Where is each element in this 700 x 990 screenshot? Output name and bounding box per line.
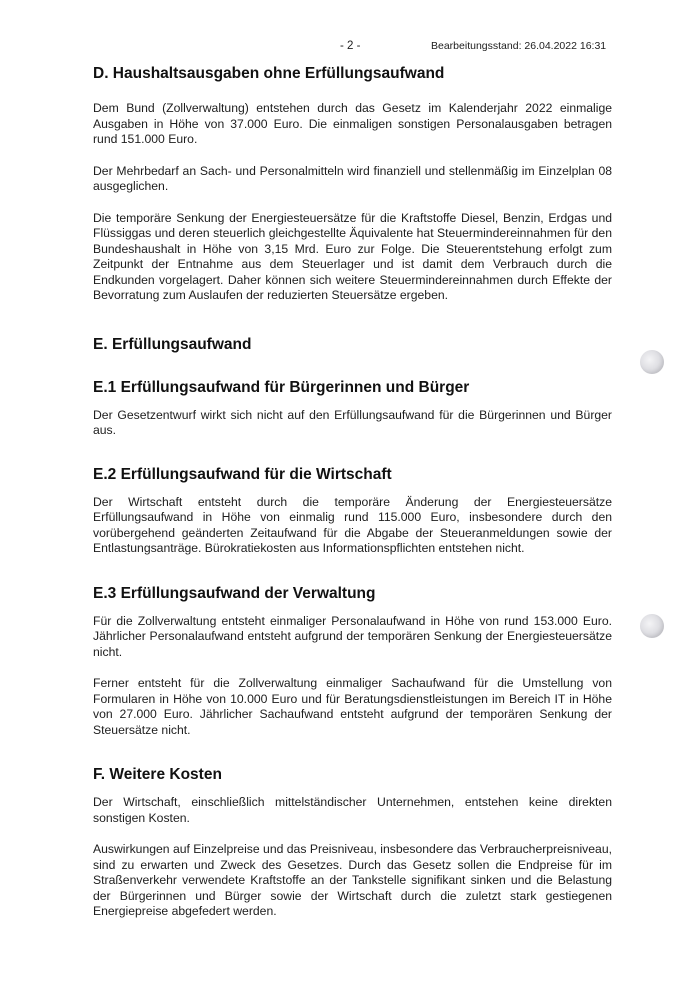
- section-heading: E. Erfüllungsaufwand: [93, 335, 252, 353]
- section-e3: [93, 584, 612, 739]
- page-header: [0, 40, 700, 56]
- edit-status: Bearbeitungsstand: 26.04.2022 16:31: [431, 40, 607, 52]
- paragraph: Auswirkungen auf Einzelpreise und das Preisniveau, insbesondere das Verbraucherpreisniveau, sind zu erwarten und Zweck des Gesetzes. Durch das Gesetz sollen die Endpreise für im Straßenverkehr verwendete Kraftstoffe an der Tankstelle signifikant sinken und die Belastung der Bürgerinnen und Bürger sowie der Wirtschaft durch die zuletzt stark gestiegenen Energiepreise abgefedert werden.: [93, 842, 612, 918]
- section-heading: E.2 Erfüllungsaufwand für die Wirtschaft: [93, 465, 392, 483]
- section-e: [93, 335, 612, 355]
- paragraph: Dem Bund (Zollverwaltung) entstehen durch das Gesetz im Kalenderjahr 2022 einmalige Ausgaben in Höhe von 37.000 Euro. Die einmaligen sonstigen Personalausgaben betragen rund 151.000 Euro.: [93, 101, 612, 146]
- punch-hole-top: [640, 350, 664, 374]
- page-number: - 2 -: [340, 40, 361, 52]
- paragraph: Der Wirtschaft, einschließlich mittelständischer Unternehmen, entstehen keine direkten sonstigen Kosten.: [93, 795, 612, 825]
- paragraph: Der Gesetzentwurf wirkt sich nicht auf den Erfüllungsaufwand für die Bürgerinnen und Bürger aus.: [93, 407, 612, 437]
- section-e1: [93, 378, 612, 439]
- punch-hole-bottom: [640, 614, 664, 638]
- section-heading: F. Weitere Kosten: [93, 766, 222, 783]
- section-heading: E.3 Erfüllungsaufwand der Verwaltung: [93, 584, 376, 602]
- paragraph: Die temporäre Senkung der Energiesteuersätze für die Kraftstoffe Diesel, Benzin, Erdgas und Flüssiggas und deren steuerlich gleichgestellte Äquivalente hat Steuermindereinnahmen für den Bundeshaushalt in Höhe von 3,15 Mrd. Euro zur Folge. Die Steuerentstehung erfolgt zum Zeitpunkt der Entnahme aus dem Steuerlager und ist damit dem Verbrauch durch die Endkunden vorgelagert. Daher können sich weitere Steuermindereinnahmen durch Effekte der Bevorratung zum Auslaufen der reduzierten Steuersätze ergeben.: [93, 210, 612, 302]
- paragraph: Der Mehrbedarf an Sach- und Personalmitteln wird finanziell und stellenmäßig im Einzelplan 08 ausgeglichen.: [93, 163, 612, 193]
- paragraph: Ferner entsteht für die Zollverwaltung einmaliger Sachaufwand für die Umstellung von Formularen in Höhe von 10.000 Euro und für Beratungsdienstleistungen im Bereich IT in Höhe von 27.000 Euro. Jährlicher Sachaufwand entsteht aufgrund der temporären Senkung der Steuersätze nicht.: [93, 676, 612, 737]
- section-e2: [93, 465, 612, 557]
- paragraph: Der Wirtschaft entsteht durch die temporäre Änderung der Energiesteuersätze Erfüllungsaufwand in Höhe von einmalig rund 115.000 Euro, insbesondere durch den vorübergehend geänderten Zeitaufwand für die Abgabe der Steueranmeldungen sowie der Entlastungsanträge. Bürokratiekosten aus Informationspflichten entstehen nicht.: [93, 494, 612, 555]
- section-d: [93, 64, 612, 304]
- section-f: [93, 765, 612, 920]
- paragraph: Für die Zollverwaltung entsteht einmaliger Personalaufwand in Höhe von rund 153.000 Euro. Jährlicher Personalaufwand entsteht aufgrund der temporären Senkung der Energiesteuersätze nicht.: [93, 613, 612, 659]
- document-body: [93, 64, 612, 920]
- section-heading: E.1 Erfüllungsaufwand für Bürgerinnen und Bürger: [93, 378, 470, 396]
- section-heading: D. Haushaltsausgaben ohne Erfüllungsaufwand: [93, 65, 445, 82]
